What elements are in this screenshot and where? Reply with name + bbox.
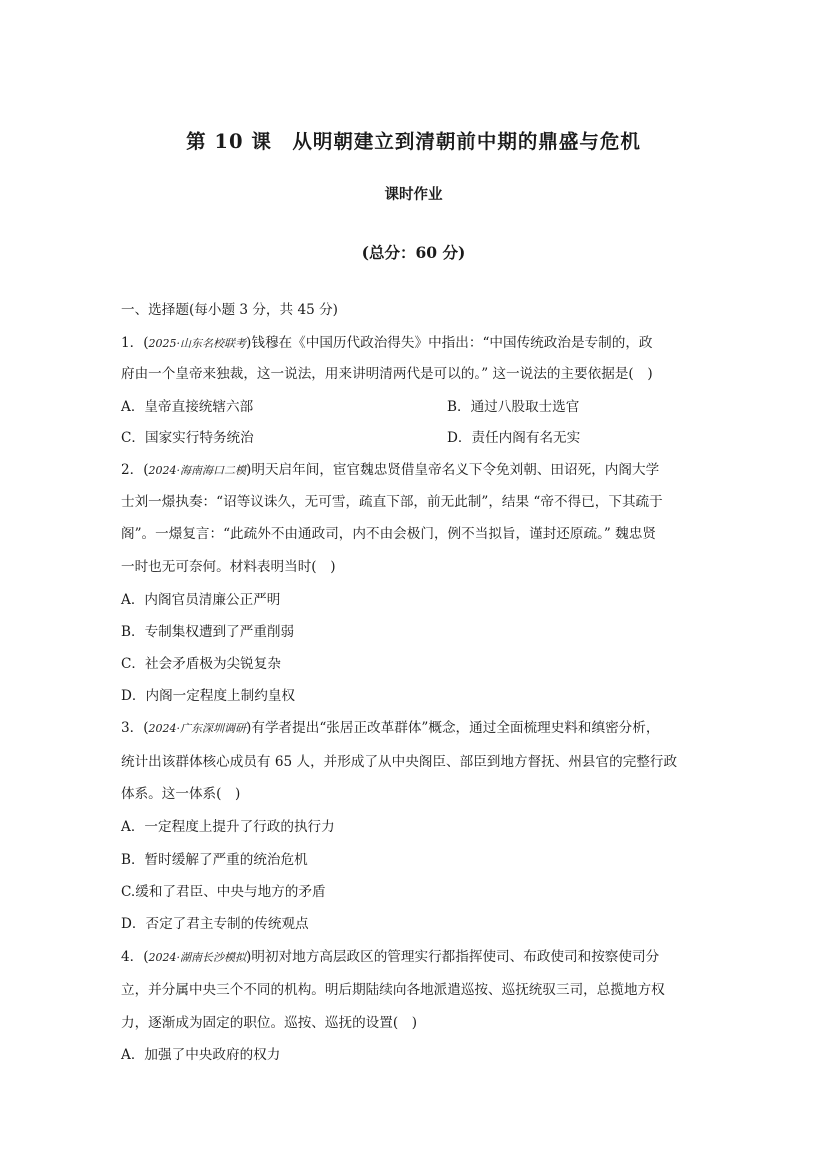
q3-line-3: 体系。这一体系( ) (121, 786, 241, 802)
q3-text-1: )有学者提出“张居正改革群体”概念，通过全面梳理史料和缜密分析， (246, 720, 660, 736)
q2-source: 2024·海南海口二模 (148, 464, 247, 477)
q2-option-a: A．内阁官员清廉公正严明 (121, 592, 281, 608)
q4-number: 4．( (121, 949, 149, 965)
q1-text-1: )钱穆在《中国历代政治得失》中指出：“中国传统政治是专制的，政 (246, 335, 653, 351)
q2-line-2: 士刘一燝执奏：“诏等议诛久，无可雪，疏直下部，前无此制”，结果 “帝不得已，下其疏于 (121, 494, 663, 510)
q2-line-3: 阁”。一燝复言：“此疏外不由通政司，内不由会极门，例不当拟旨，谨封还原疏。” 魏忠贤 (121, 526, 656, 542)
q2-number: 2．( (121, 462, 149, 478)
page-subtitle: 课时作业 (384, 186, 443, 203)
q2-option-d: D．内阁一定程度上制约皇权 (121, 688, 296, 704)
q1-line-1 (121, 333, 653, 354)
section-heading: 一、选择题(每小题 3 分，共 45 分) (121, 302, 338, 318)
q3-option-a: A．一定程度上提升了行政的执行力 (121, 819, 335, 835)
q1-option-a: A．皇帝直接统辖六部 (121, 399, 254, 415)
q4-option-a: A．加强了中央政府的权力 (121, 1047, 281, 1063)
q2-line-4: 一时也无可奈何。材料表明当时( ) (121, 559, 336, 575)
q2-text-1: )明天启年间，宦官魏忠贤借皇帝名义下令免刘朝、田诏死，内阁大学 (246, 462, 660, 478)
q2-option-c: C．社会矛盾极为尖锐复杂 (121, 656, 281, 672)
page-title: 第 10 课 从明朝建立到清朝前中期的鼎盛与危机 (186, 130, 641, 153)
q3-option-c: C.缓和了君臣、中央与地方的矛盾 (121, 884, 326, 900)
q4-line-1 (121, 947, 659, 968)
q3-option-d: D．否定了君主专制的传统观点 (121, 916, 309, 932)
q1-option-b: B．通过八股取士选官 (447, 399, 580, 415)
q3-source: 2024·广东深圳调研 (148, 722, 247, 735)
q1-option-c: C．国家实行特务统治 (121, 430, 254, 446)
q4-source: 2024·湖南长沙模拟 (148, 951, 247, 964)
q1-line-2: 府由一个皇帝来独裁，这一说法，用来讲明清两代是可以的。” 这一说法的主要依据是( ) (121, 366, 653, 382)
total-score: (总分：60 分) (361, 243, 466, 262)
q4-line-2: 立，并分属中央三个不同的机构。明后期陆续向各地派遣巡按、巡抚统驭三司，总揽地方权 (121, 982, 665, 998)
q2-line-1 (121, 460, 659, 481)
q4-line-3: 力，逐渐成为固定的职位。巡按、巡抚的设置( ) (121, 1015, 418, 1031)
q1-option-d: D．责任内阁有名无实 (447, 430, 581, 446)
q3-option-b: B．暂时缓解了严重的统治危机 (121, 852, 308, 868)
q1-number: 1．( (121, 335, 149, 351)
q2-option-b: B．专制集权遭到了严重削弱 (121, 624, 295, 640)
q3-line-1 (121, 718, 659, 739)
q3-number: 3．( (121, 720, 149, 736)
q3-line-2: 统计出该群体核心成员有 65 人，并形成了从中央阁臣、部臣到地方督抚、州县官的完整行政 (121, 754, 678, 770)
q1-source: 2025·山东名校联考 (148, 337, 247, 350)
q4-text-1: )明初对地方高层政区的管理实行都指挥使司、布政使司和按察使司分 (246, 949, 660, 965)
